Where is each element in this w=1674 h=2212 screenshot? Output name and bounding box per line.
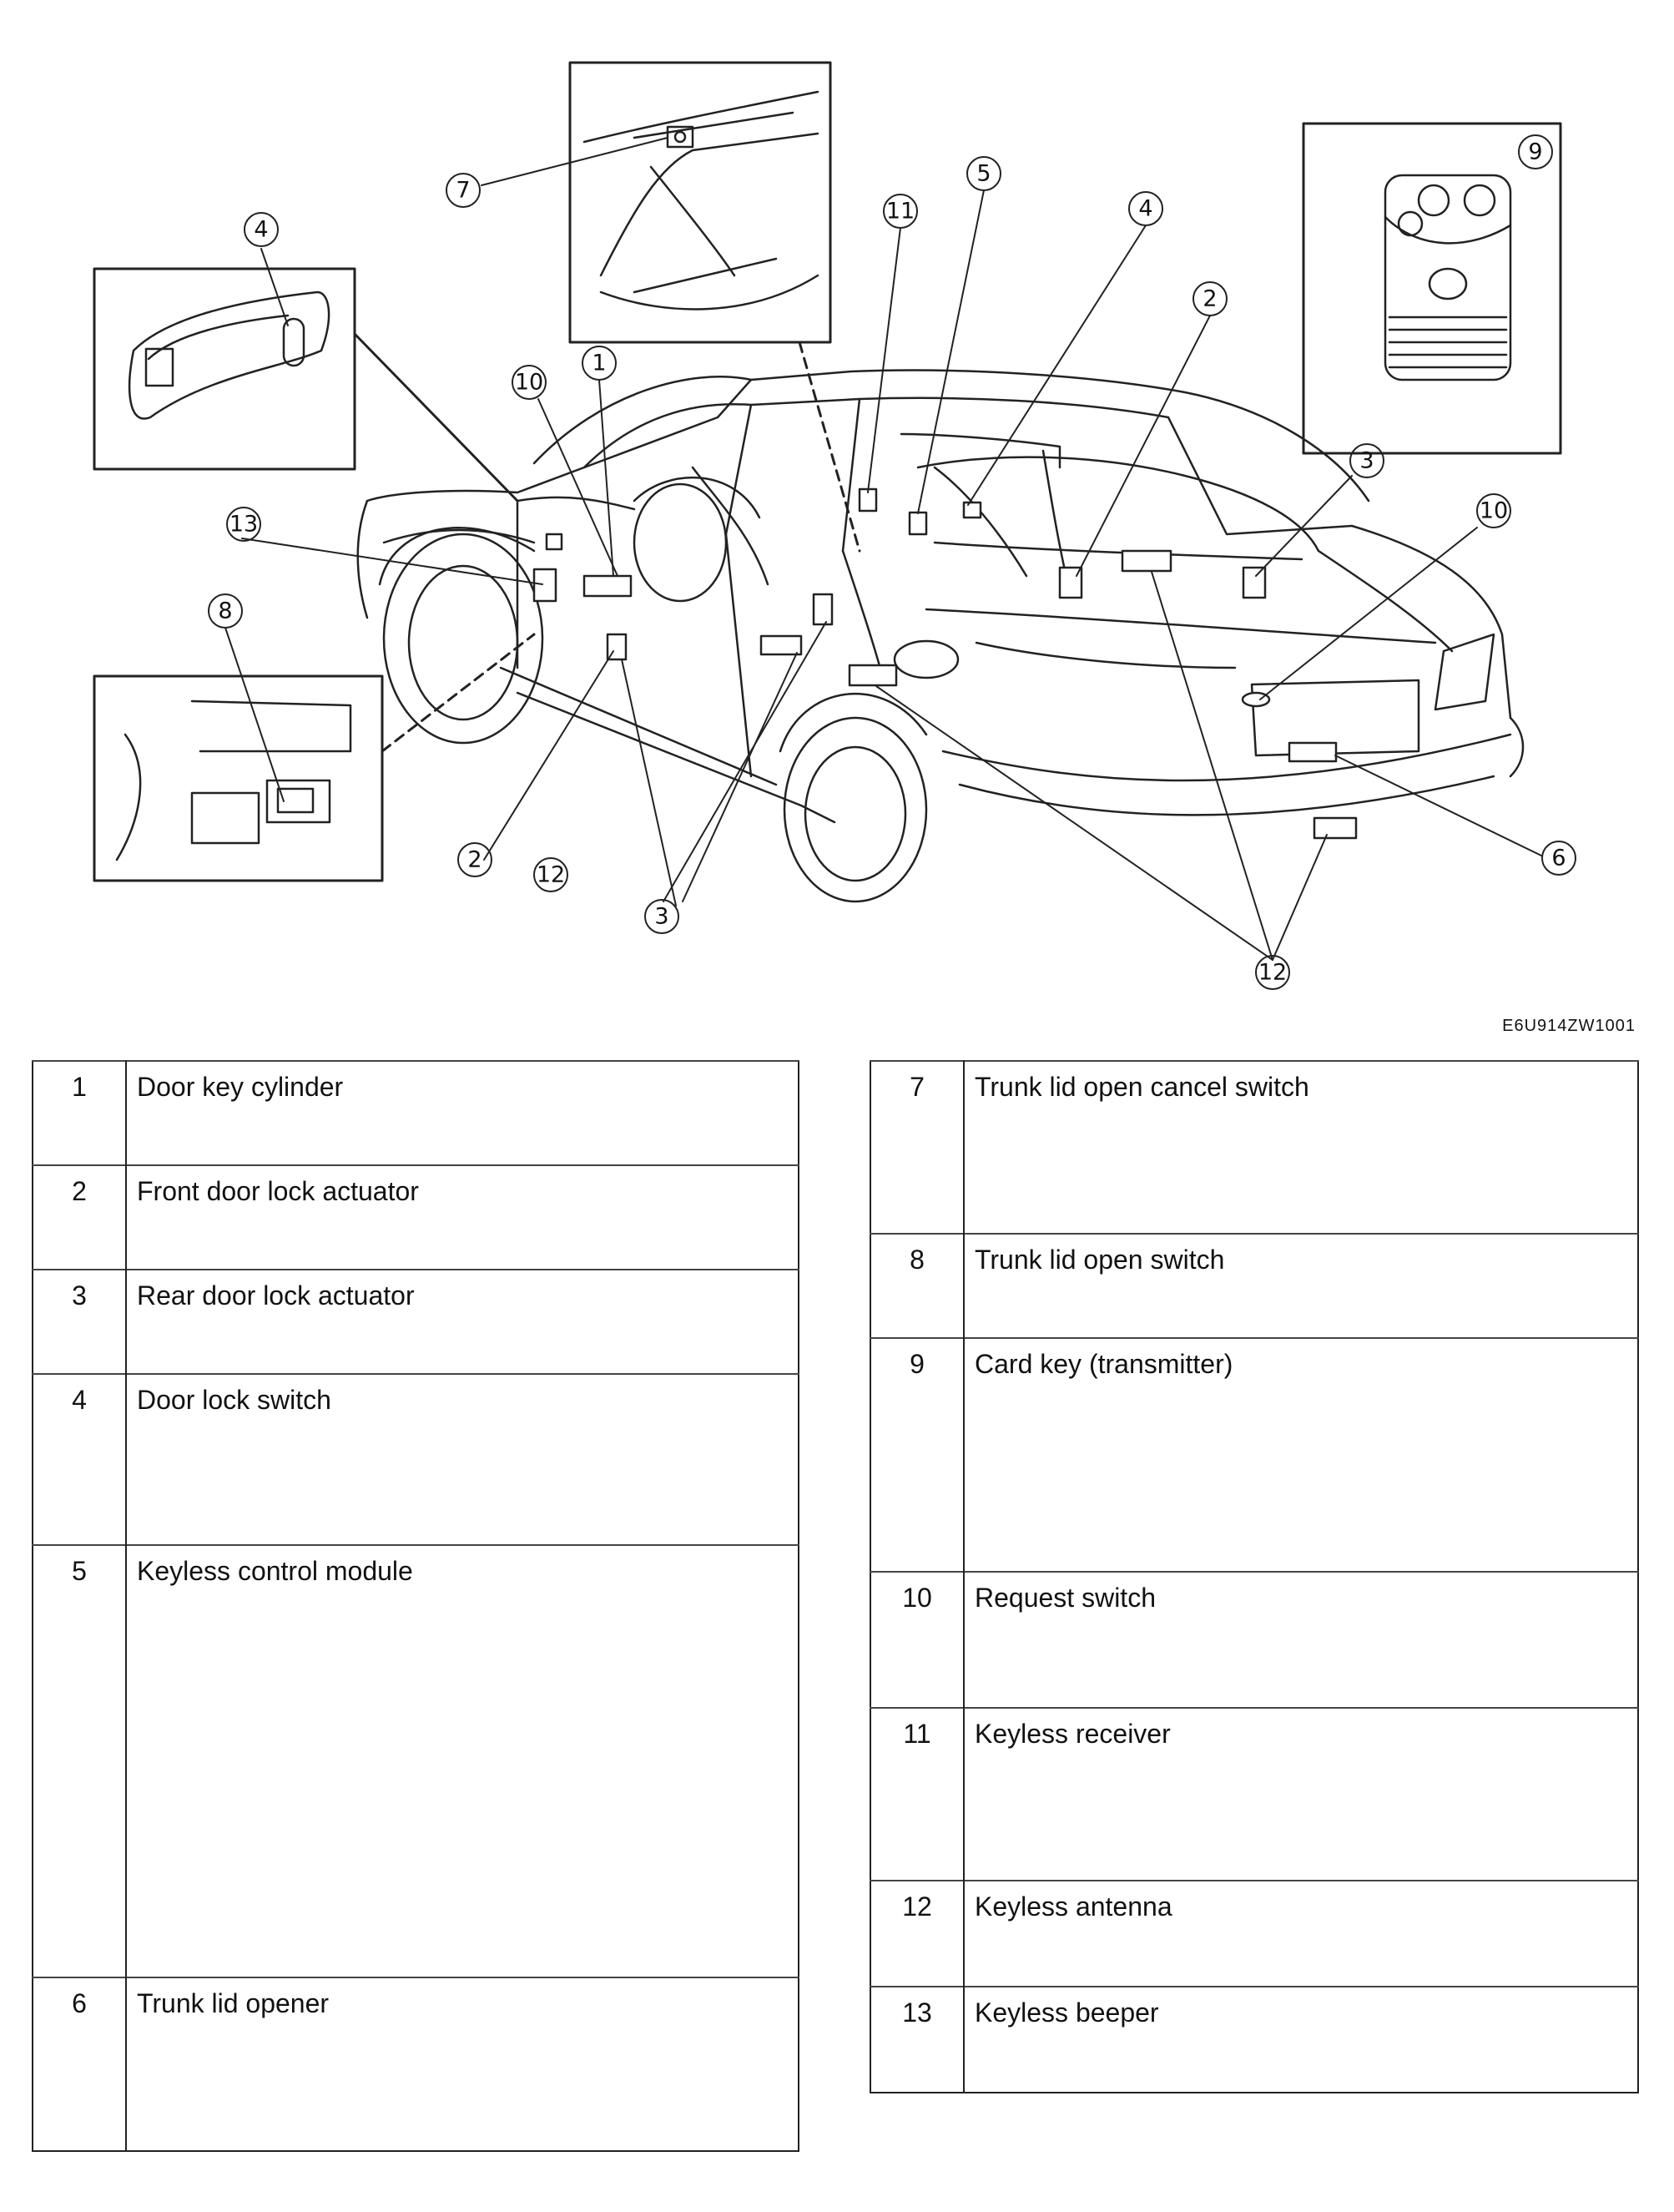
- svg-text:8: 8: [218, 598, 233, 624]
- legend-num: 11: [870, 1708, 964, 1881]
- legend-name: Rear door lock actuator: [126, 1270, 799, 1374]
- callout-1: [582, 346, 616, 380]
- callout-10-rear: [1477, 494, 1510, 528]
- legend-row: [870, 1881, 1638, 1987]
- legend-row: [870, 1987, 1638, 2093]
- callout-3-rear: [1350, 444, 1384, 477]
- legend-num: 1: [33, 1061, 126, 1165]
- callout-12-front: [534, 858, 567, 891]
- callout-2-rear: [1193, 282, 1227, 316]
- bumper-antenna-block: [1314, 818, 1356, 838]
- svg-text:9: 9: [1528, 139, 1543, 165]
- legend-row: [33, 1061, 799, 1165]
- legend-name: Trunk lid opener: [126, 1977, 799, 2151]
- component-blocks: [534, 489, 1356, 838]
- svg-text:1: 1: [592, 350, 607, 376]
- svg-text:3: 3: [654, 903, 669, 930]
- svg-text:6: 6: [1551, 845, 1566, 871]
- svg-text:13: 13: [229, 511, 259, 538]
- legend-num: 7: [870, 1061, 964, 1234]
- callout-11: [884, 194, 917, 228]
- legend-table-left: [32, 1060, 799, 2152]
- callout-4-inset: [245, 213, 278, 246]
- svg-text:10: 10: [514, 369, 544, 396]
- legend-row: [870, 1338, 1638, 1572]
- legend-table-right: [870, 1060, 1639, 2093]
- rear-antenna-block: [1122, 551, 1171, 571]
- legend-num: 13: [870, 1987, 964, 2093]
- svg-text:7: 7: [456, 177, 471, 204]
- legend-name: Door key cylinder: [126, 1061, 799, 1165]
- legend-num: 5: [33, 1545, 126, 1977]
- trunk-opener-block: [1289, 743, 1336, 761]
- legend-num: 6: [33, 1977, 126, 2151]
- legend-name: Keyless control module: [126, 1545, 799, 1977]
- legend-name: Keyless antenna: [964, 1881, 1638, 1987]
- callout-13: [227, 508, 260, 541]
- legend-name: Keyless beeper: [964, 1987, 1638, 2093]
- legend-name: Request switch: [964, 1572, 1638, 1708]
- svg-text:10: 10: [1479, 497, 1509, 524]
- callout-3: [645, 900, 678, 933]
- legend-name: Card key (transmitter): [964, 1338, 1638, 1572]
- legend-row: [870, 1572, 1638, 1708]
- legend-num: 8: [870, 1234, 964, 1338]
- legend-num: 3: [33, 1270, 126, 1374]
- legend-num: 9: [870, 1338, 964, 1572]
- keyless-module-block: [910, 513, 926, 534]
- door-lock-switch-block: [547, 534, 562, 549]
- callout-10-front: [512, 366, 546, 399]
- svg-text:5: 5: [976, 160, 991, 187]
- legend-row: [870, 1708, 1638, 1881]
- component-location-diagram: [0, 0, 1674, 1002]
- legend-num: 10: [870, 1572, 964, 1708]
- legend-row: [33, 1374, 799, 1545]
- svg-text:12: 12: [536, 861, 566, 888]
- legend-row: [33, 1977, 799, 2151]
- callout-8: [209, 594, 242, 628]
- keyless-beeper-block: [534, 569, 556, 601]
- callout-9: [1519, 135, 1552, 169]
- inset-card-key: [1303, 124, 1561, 453]
- inset-trunk-cancel-switch: [570, 63, 860, 551]
- legend-num: 4: [33, 1374, 126, 1545]
- legend-name: Trunk lid open switch: [964, 1234, 1638, 1338]
- svg-text:12: 12: [1258, 959, 1288, 986]
- legend-row: [33, 1270, 799, 1374]
- svg-text:2: 2: [467, 846, 482, 873]
- inset-door-lock-switch: [94, 269, 517, 501]
- switch-block: [964, 502, 981, 518]
- callout-5: [967, 157, 1001, 190]
- rear-door-actuator-block: [814, 594, 832, 624]
- callout-12-rear: [1256, 956, 1289, 989]
- legend-row: [33, 1545, 799, 1977]
- image-code: E6U914ZW1001: [1502, 1017, 1636, 1035]
- legend-name: Door lock switch: [126, 1374, 799, 1545]
- trunk-antenna-block: [850, 665, 896, 685]
- svg-text:4: 4: [1138, 195, 1153, 222]
- legend-row: [870, 1234, 1638, 1338]
- callout-7: [446, 174, 480, 207]
- callout-6: [1542, 841, 1576, 875]
- legend-name: Front door lock actuator: [126, 1165, 799, 1270]
- callout-4: [1129, 192, 1162, 225]
- legend-num: 2: [33, 1165, 126, 1270]
- svg-text:4: 4: [254, 216, 269, 243]
- legend-row: [33, 1165, 799, 1270]
- legend-num: 12: [870, 1881, 964, 1987]
- legend-name: Trunk lid open cancel switch: [964, 1061, 1638, 1234]
- legend-row: [870, 1061, 1638, 1234]
- svg-text:2: 2: [1203, 285, 1218, 312]
- svg-text:11: 11: [885, 198, 915, 225]
- callout-2: [458, 843, 492, 876]
- legend-name: Keyless receiver: [964, 1708, 1638, 1881]
- interior-antenna-block: [761, 636, 801, 654]
- trunk-actuator-block: [1243, 568, 1265, 598]
- front-antenna-block: [584, 576, 631, 596]
- svg-text:3: 3: [1359, 447, 1374, 474]
